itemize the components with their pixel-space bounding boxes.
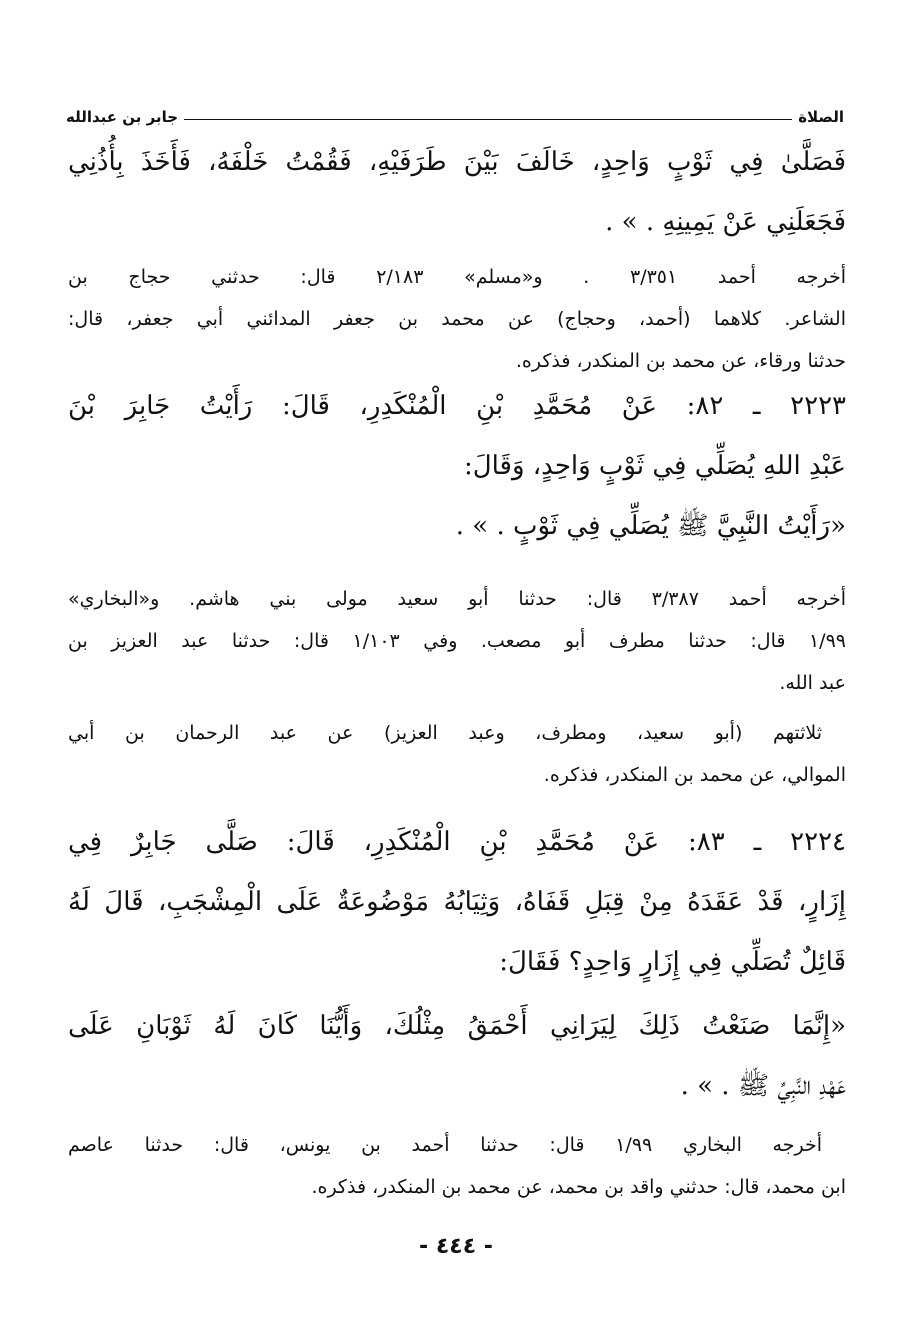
text-line: حدثنا ورقاء، عن محمد بن المنكدر، فذكره. [515, 350, 846, 372]
text-line: «رَأَيْتُ النَّبِيَّ ﷺ يُصَلِّي فِي ثَوْبٍ . » . [455, 511, 846, 541]
text-line: عَهْدِ النَّبِيِّ ﷺ . » . [680, 1071, 846, 1101]
takhrij-note-2 [68, 578, 846, 704]
text-line: أخرجه أحمد ٣/٣٥١ . و«مسلم» ٢/١٨٣ قال: حدثني حجاج بن [68, 266, 846, 288]
text-line: «إِنَّمَا صَنَعْتُ ذَلِكَ لِيَرَانِي أَحْمَقُ مِثْلُكَ، وَأَيُّنَا كَانَ لَهُ ثَوْبَانِ عَلَى [68, 1011, 846, 1041]
header-section-title: الصلاة [798, 108, 844, 126]
hadith-2224 [68, 812, 846, 992]
text-line: ثلاثتهم (أبو سعيد، ومطرف، وعبد العزيز) عن عبد الرحمان بن أبي [68, 722, 822, 744]
page-number: - ٤٤٤ - [419, 1234, 493, 1259]
text-line: إِزَارٍ، قَدْ عَقَدَهُ مِنْ قِبَلِ قَفَاهُ، وَثِيَابُهُ مَوْضُوعَةٌ عَلَى الْمِشْجَبِ، قَالَ لَهُ [68, 887, 846, 917]
header-narrator-name: جابر بن عبدالله [66, 108, 179, 126]
text-line: الشاعر. كلاهما (أحمد، وحجاج) عن محمد بن جعفر المدائني أبي جعفر، قال: [68, 308, 846, 330]
takhrij-note-1 [68, 256, 846, 382]
text-line: ١/٩٩ قال: حدثنا مطرف أبو مصعب. وفي ١/١٠٣ قال: حدثنا عبد العزيز بن [68, 630, 846, 652]
text-line: أخرجه البخاري ١/٩٩ قال: حدثنا أحمد بن يونس، قال: حدثنا عاصم [68, 1134, 822, 1156]
text-line: فَجَعَلَنِي عَنْ يَمِينِهِ . » . [605, 207, 846, 237]
hadith-2223 [68, 376, 846, 556]
text-line: عَبْدِ اللهِ يُصَلِّي فِي ثَوْبٍ وَاحِدٍ، وَقَالَ: [463, 451, 846, 481]
text-line: عبد الله. [779, 672, 846, 694]
running-header [66, 98, 844, 126]
takhrij-note-3 [68, 712, 846, 796]
hadith-2224-quote [68, 996, 846, 1116]
header-rule [184, 119, 792, 120]
takhrij-note-4 [68, 1124, 846, 1208]
text-line: ٢٢٢٣ ـ ٨٢: عَنْ مُحَمَّدِ بْنِ الْمُنْكَدِرِ، قَالَ: رَأَيْتُ جَابِرَ بْنَ [68, 391, 846, 421]
text-line: أخرجه أحمد ٣/٣٨٧ قال: حدثنا أبو سعيد مولى بني هاشم. و«البخاري» [68, 588, 846, 610]
text-line: فَصَلَّىٰ فِي ثَوْبٍ وَاحِدٍ، خَالَفَ بَيْنَ طَرَفَيْهِ، فَقُمْتُ خَلْفَهُ، فَأَخَذَ بِأُذُنِي [68, 147, 846, 177]
hadith-continuation [68, 132, 846, 252]
text-line: الموالي، عن محمد بن المنكدر، فذكره. [543, 764, 846, 786]
text-line: قَائِلٌ تُصَلِّي فِي إِزَارٍ وَاحِدٍ؟ فَقَالَ: [499, 947, 846, 977]
text-line: ٢٢٢٤ ـ ٨٣: عَنْ مُحَمَّدِ بْنِ الْمُنْكَدِرِ، قَالَ: صَلَّى جَابِرٌ فِي [68, 827, 846, 857]
text-line: ابن محمد، قال: حدثني واقد بن محمد، عن محمد بن المنكدر، فذكره. [311, 1176, 846, 1198]
